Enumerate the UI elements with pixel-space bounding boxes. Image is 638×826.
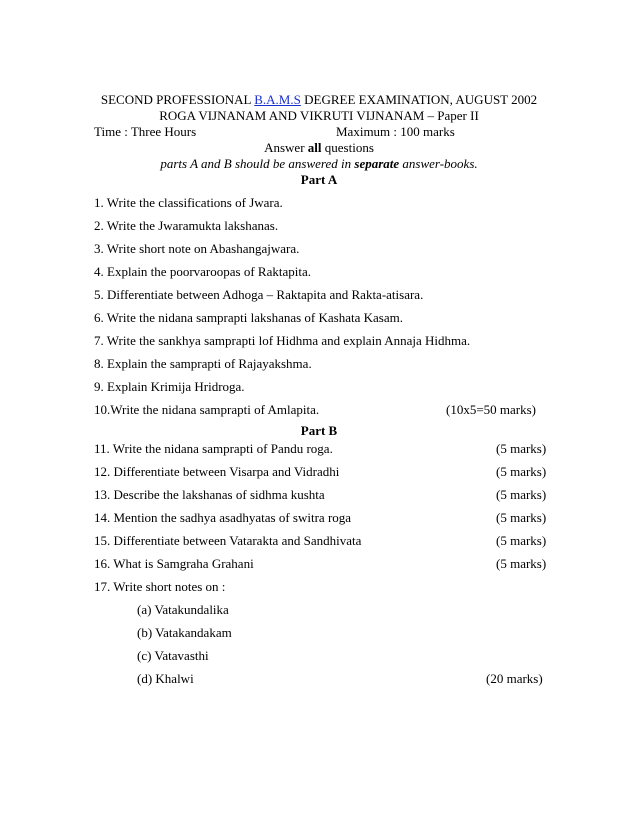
question-item: 7. Write the sankhya samprapti lof Hidhma and explain Annaja Hidhma. (94, 333, 471, 348)
question-marks: (5 marks) (496, 487, 547, 502)
sub-item: (c) Vatavasthi (137, 648, 209, 663)
answer-instruction: Answer all questions (264, 140, 374, 155)
question-item: 4. Explain the poorvaroopas of Raktapita. (94, 264, 311, 279)
sub-item: (a) Vatakundalika (137, 602, 229, 617)
parts-instruction: parts A and B should be answered in separate answer-books. (160, 156, 478, 171)
question-marks: (5 marks) (496, 464, 547, 479)
question-item: 8. Explain the samprapti of Rajayakshma. (94, 356, 312, 371)
question-item: 6. Write the nidana samprapti lakshanas of Kashata Kasam. (94, 310, 403, 325)
question-marks: (5 marks) (496, 556, 547, 571)
question-item: 1. Write the classifications of Jwara. (94, 195, 283, 210)
time-allowed: Time : Three Hours (94, 124, 197, 139)
part-a-heading: Part A (300, 172, 338, 187)
bams-link[interactable]: B.A.M.S (254, 92, 301, 107)
question-marks: (5 marks) (496, 510, 547, 525)
question-item: 2. Write the Jwaramukta lakshanas. (94, 218, 279, 233)
question-item: 17. Write short notes on : (94, 579, 226, 594)
q17-marks: (20 marks) (486, 671, 543, 686)
question-item: 12. Differentiate between Visarpa and Vidradhi (94, 464, 340, 479)
part-b-heading: Part B (300, 423, 338, 438)
sub-item: (b) Vatakandakam (137, 625, 232, 640)
maximum-marks: Maximum : 100 marks (336, 124, 455, 139)
question-item: 16. What is Samgraha Grahani (94, 556, 254, 571)
question-item: 9. Explain Krimija Hridroga. (94, 379, 245, 394)
paper-subtitle: ROGA VIJNANAM AND VIKRUTI VIJNANAM – Paper II (159, 108, 479, 123)
question-item: 14. Mention the sadhya asadhyatas of switra roga (94, 510, 352, 525)
question-marks: (5 marks) (496, 441, 547, 456)
sub-item: (d) Khalwi (137, 671, 194, 686)
part-a-marks: (10x5=50 marks) (446, 402, 537, 417)
question-item: 3. Write short note on Abashangajwara. (94, 241, 300, 256)
question-item: 13. Describe the lakshanas of sidhma kushta (94, 487, 325, 502)
question-item: 10.Write the nidana samprapti of Amlapita. (94, 402, 320, 417)
question-marks: (5 marks) (496, 533, 547, 548)
exam-title: SECOND PROFESSIONAL B.A.M.S DEGREE EXAMINATION, AUGUST 2002 (100, 92, 538, 107)
question-item: 15. Differentiate between Vatarakta and Sandhivata (94, 533, 362, 548)
question-item: 5. Differentiate between Adhoga – Raktapita and Rakta-atisara. (94, 287, 424, 302)
question-item: 11. Write the nidana samprapti of Pandu roga. (94, 441, 333, 456)
